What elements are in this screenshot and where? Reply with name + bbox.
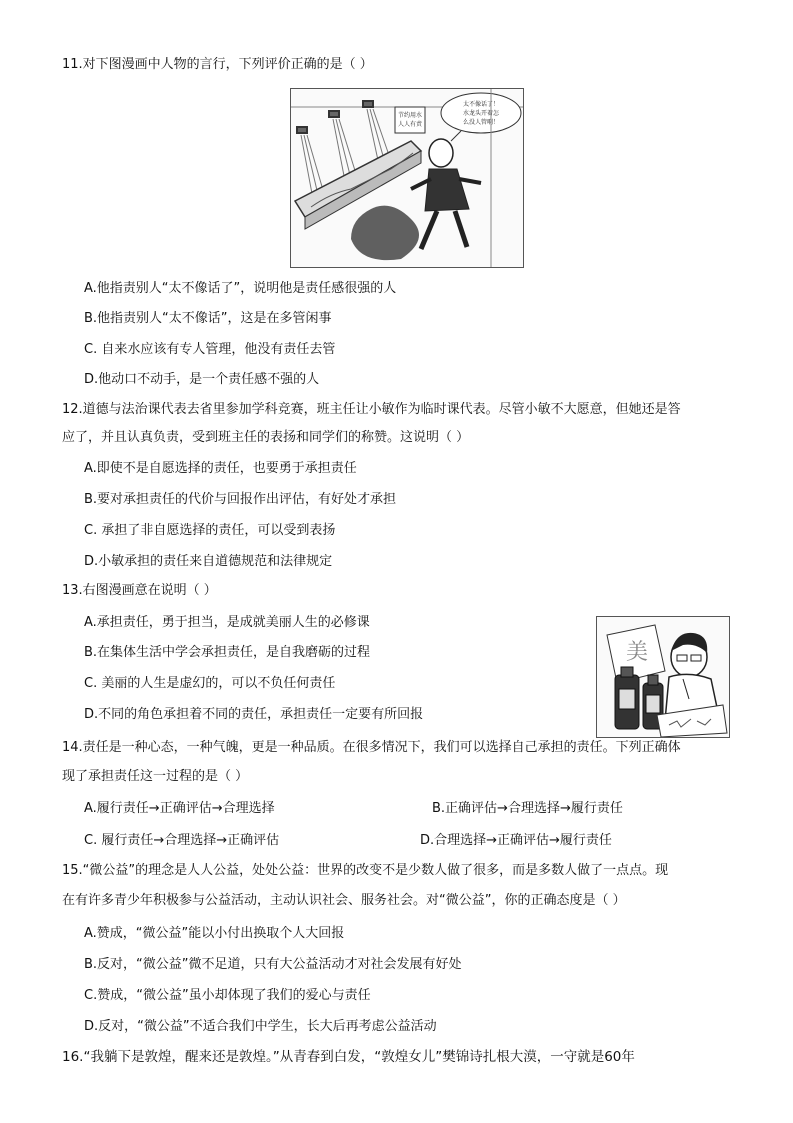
sign-text-1: 节约用水 bbox=[397, 112, 423, 119]
q11-stem: 11.对下图漫画中人物的言行，下列评价正确的是（ ） bbox=[62, 57, 373, 72]
q14-stem-line2: 现了承担责任这一过程的是（ ） bbox=[62, 769, 249, 784]
q15-option-a[interactable]: A.赞成，“微公益”能以小付出换取个人大回报 bbox=[84, 926, 345, 941]
svg-text:太不像话了！: 太不像话了！ bbox=[462, 101, 500, 108]
q11-option-d[interactable]: D.他动口不动手，是一个责任感不强的人 bbox=[84, 372, 320, 387]
q14-option-b[interactable]: B.正确评估→合理选择→履行责任 bbox=[432, 801, 623, 816]
q13-stem: 13.右图漫画意在说明（ ） bbox=[62, 583, 217, 598]
q14-option-a[interactable]: A.履行责任→正确评估→合理选择 bbox=[84, 801, 275, 816]
q15-option-b[interactable]: B.反对，“微公益”微不足道，只有大公益活动才对社会发展有好处 bbox=[84, 957, 462, 972]
q13-cartoon-image bbox=[596, 616, 730, 738]
q13-option-c[interactable]: C. 美丽的人生是虚幻的，可以不负任何责任 bbox=[84, 676, 336, 691]
q11-option-c[interactable]: C. 自来水应该有专人管理，他没有责任去管 bbox=[84, 342, 336, 357]
q13-option-d[interactable]: D.不同的角色承担着不同的责任，承担责任一定要有所回报 bbox=[84, 707, 424, 722]
q12-option-a[interactable]: A.即使不是自愿选择的责任，也要勇于承担责任 bbox=[84, 461, 357, 476]
q11-cartoon-image bbox=[290, 88, 524, 268]
q12-stem-line2: 应了，并且认真负责，受到班主任的表扬和同学们的称赞。这说明（ ） bbox=[62, 430, 470, 445]
q11-cartoon-drawing bbox=[291, 89, 523, 267]
sign-text-2: 人人有责 bbox=[397, 121, 423, 128]
q13-option-b[interactable]: B.在集体生活中学会承担责任，是自我磨砺的过程 bbox=[84, 645, 371, 660]
q11-option-b[interactable]: B.他指责别人“太不像话”，这是在多管闲事 bbox=[84, 311, 332, 326]
sign-board bbox=[395, 107, 425, 133]
q12-option-c[interactable]: C. 承担了非自愿选择的责任，可以受到表扬 bbox=[84, 523, 336, 538]
q15-stem-line2: 在有许多青少年积极参与公益活动，主动认识社会、服务社会。对“微公益”，你的正确态度是（ ） bbox=[62, 893, 626, 908]
q11-option-a[interactable]: A.他指责别人“太不像话了”，说明他是责任感很强的人 bbox=[84, 281, 397, 296]
q14-option-c[interactable]: C. 履行责任→合理选择→正确评估 bbox=[84, 833, 280, 848]
q12-option-b[interactable]: B.要对承担责任的代价与回报作出评估，有好处才承担 bbox=[84, 492, 397, 507]
q16-stem-line1: 16.“我躺下是敦煌，醒来还是敦煌。”从青春到白发，“敦煌女儿”樊锦诗扎根大漠，一守就是60年 bbox=[62, 1049, 635, 1065]
q14-stem-line1: 14.责任是一种心态，一种气魄，更是一种品质。在很多情况下，我们可以选择自己承担的责任。下列正确体 bbox=[62, 740, 681, 755]
q13-option-a[interactable]: A.承担责任，勇于担当，是成就美丽人生的必修课 bbox=[84, 615, 370, 630]
q15-stem-line1: 15.“微公益”的理念是人人公益，处处公益：世界的改变不是少数人做了很多，而是多数人做了一点点。现 bbox=[62, 863, 669, 878]
svg-text:么没人管啊！: 么没人管啊！ bbox=[462, 119, 500, 126]
q15-option-d[interactable]: D.反对，“微公益”不适合我们中学生，长大后再考虑公益活动 bbox=[84, 1019, 437, 1034]
q14-option-d[interactable]: D.合理选择→正确评估→履行责任 bbox=[420, 833, 612, 848]
water-puddle bbox=[351, 206, 419, 260]
q15-option-c[interactable]: C.赞成，“微公益”虽小却体现了我们的爱心与责任 bbox=[84, 988, 371, 1003]
q12-option-d[interactable]: D.小敏承担的责任来自道德规范和法律规定 bbox=[84, 554, 333, 569]
q13-cartoon-drawing bbox=[597, 617, 729, 737]
svg-text:水龙头开着怎: 水龙头开着怎 bbox=[462, 110, 500, 117]
q12-stem-line1: 12.道德与法治课代表去省里参加学科竞赛，班主任让小敏作为临时课代表。尽管小敏不大愿意，但她还是答 bbox=[62, 402, 681, 417]
paper-character: 美 bbox=[625, 640, 649, 665]
